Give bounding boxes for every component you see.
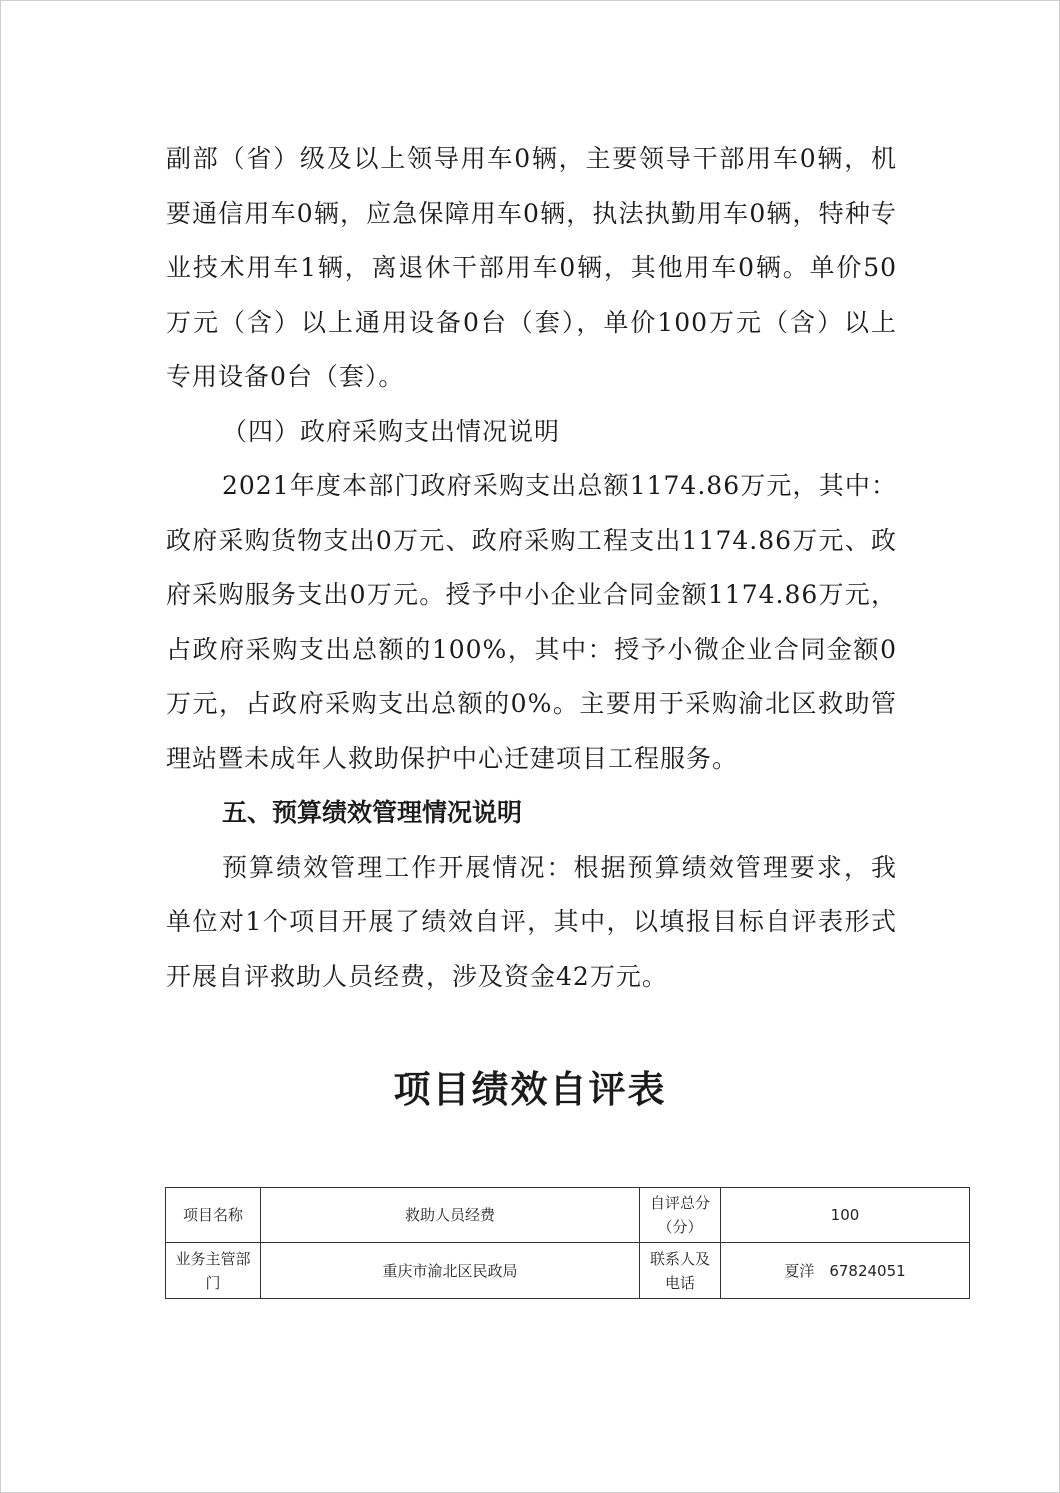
section-heading-performance: 五、预算绩效管理情况说明 xyxy=(222,798,523,827)
table-title: 项目绩效自评表 xyxy=(393,1068,667,1111)
sub-heading-procurement: （四）政府采购支出情况说明 xyxy=(222,416,561,446)
label-self-score: 自评总分（分） xyxy=(640,1188,721,1243)
paragraph-procurement: 2021年度本部门政府采购支出总额1174.86万元，其中：政府采购货物支出0万元、政府采购工程支出1174.86万元、政府采购服务支出0万元。授予中小企业合同金额1174.86万元，占政府采购支出总额的100%，其中：授予小微企业合同金额0万元，占政府采购支出总额的0%。主要用于采购渝北区救助管理站暨未成年人救助保护中心迁建项目工程服务。 xyxy=(166,471,897,773)
performance-evaluation-table xyxy=(165,1187,970,1299)
label-contact: 联系人及电话 xyxy=(640,1243,721,1299)
label-project-name: 项目名称 xyxy=(166,1188,261,1243)
label-department: 业务主管部门 xyxy=(166,1243,261,1299)
document-body xyxy=(166,132,897,1004)
table-row xyxy=(166,1188,970,1243)
paragraph-vehicles: 副部（省）级及以上领导用车0辆，主要领导干部用车0辆，机要通信用车0辆，应急保障用车0辆，执法执勤用车0辆，特种专业技术用车1辆，离退休干部用车0辆，其他用车0辆。单价50万元（含）以上通用设备0台（套），单价100万元（含）以上专用设备0台（套）。 xyxy=(166,144,897,391)
value-contact: 夏洋 67824051 xyxy=(721,1243,970,1299)
value-project-name: 救助人员经费 xyxy=(261,1188,640,1243)
table-row xyxy=(166,1243,970,1299)
value-self-score: 100 xyxy=(721,1188,970,1243)
paragraph-performance: 预算绩效管理工作开展情况：根据预算绩效管理要求，我单位对1个项目开展了绩效自评，其中，以填报目标自评表形式开展自评救助人员经费，涉及资金42万元。 xyxy=(166,852,897,991)
value-department: 重庆市渝北区民政局 xyxy=(261,1243,640,1299)
